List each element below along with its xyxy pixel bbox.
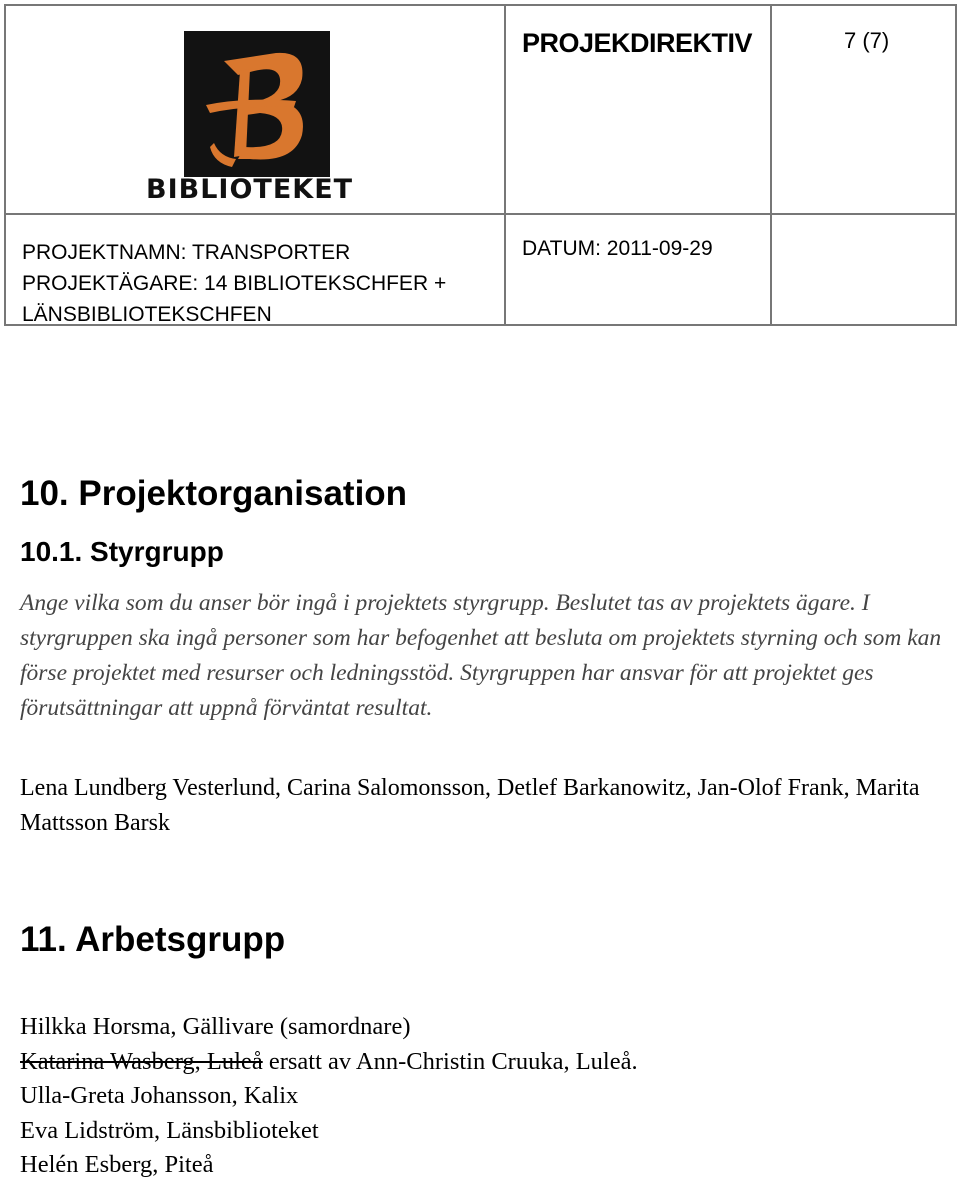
logo-text: BIBLIOTEKET [146, 174, 354, 205]
struck-member: Katarina Wasberg, Luleå [20, 1047, 263, 1075]
project-owner: PROJEKTÄGARE: 14 BIBLIOTEKSCHFER + [22, 272, 447, 295]
document-date: DATUM: 2011-09-29 [522, 237, 713, 260]
section-10-heading: 10. Projektorganisation [20, 474, 408, 513]
member-line-replaced [20, 1045, 638, 1080]
document-title: PROJEKDIREKTIV [522, 28, 753, 58]
member-line: Eva Lidström, Länsbiblioteket [20, 1116, 319, 1144]
page-cell [770, 4, 957, 215]
member-line: Helén Esberg, Piteå [20, 1151, 214, 1178]
logo-cell [4, 4, 506, 215]
project-info-cell [4, 213, 506, 326]
title-cell [504, 4, 772, 215]
project-owner-continued: LÄNSBIBLIOTEKSCHFEN [22, 303, 272, 326]
styrgrupp-members: Lena Lundberg Vesterlund, Carina Salomonsson, Detlef Barkanowitz, Jan-Olof Frank, Marita Mattsson Barsk [20, 775, 920, 836]
project-info [22, 237, 446, 330]
arbetsgrupp-members [20, 1010, 638, 1183]
empty-cell [770, 213, 957, 326]
section-11-heading: 11. Arbetsgrupp [20, 920, 286, 959]
project-name: PROJEKTNAMN: TRANSPORTER [22, 241, 351, 264]
page-number: 7 (7) [844, 28, 890, 53]
document-header [4, 4, 957, 326]
member-line: Ulla-Greta Johansson, Kalix [20, 1082, 299, 1109]
styrgrupp-instruction: Ange vilka som du anser bör ingå i projektets styrgrupp. Beslutet tas av projektets ägare. I styrgruppen ska ingå personer som har befogenhet att besluta om projektets styrning och som kan förse projektet med resurser och ledningsstöd. Styrgruppen har ansvar för att projektet ges förutsättningar att uppnå förväntat resultat. [20, 590, 942, 721]
member-line: Hilkka Horsma, Gällivare (samordnare) [20, 1013, 411, 1040]
section-10-1-heading: 10.1. Styrgrupp [20, 536, 224, 567]
biblioteket-logo-mark [184, 31, 330, 177]
replacement-member: ersatt av Ann-Christin Cruuka, Luleå. [262, 1047, 638, 1075]
date-cell [504, 213, 772, 326]
brush-b-icon [184, 31, 330, 177]
